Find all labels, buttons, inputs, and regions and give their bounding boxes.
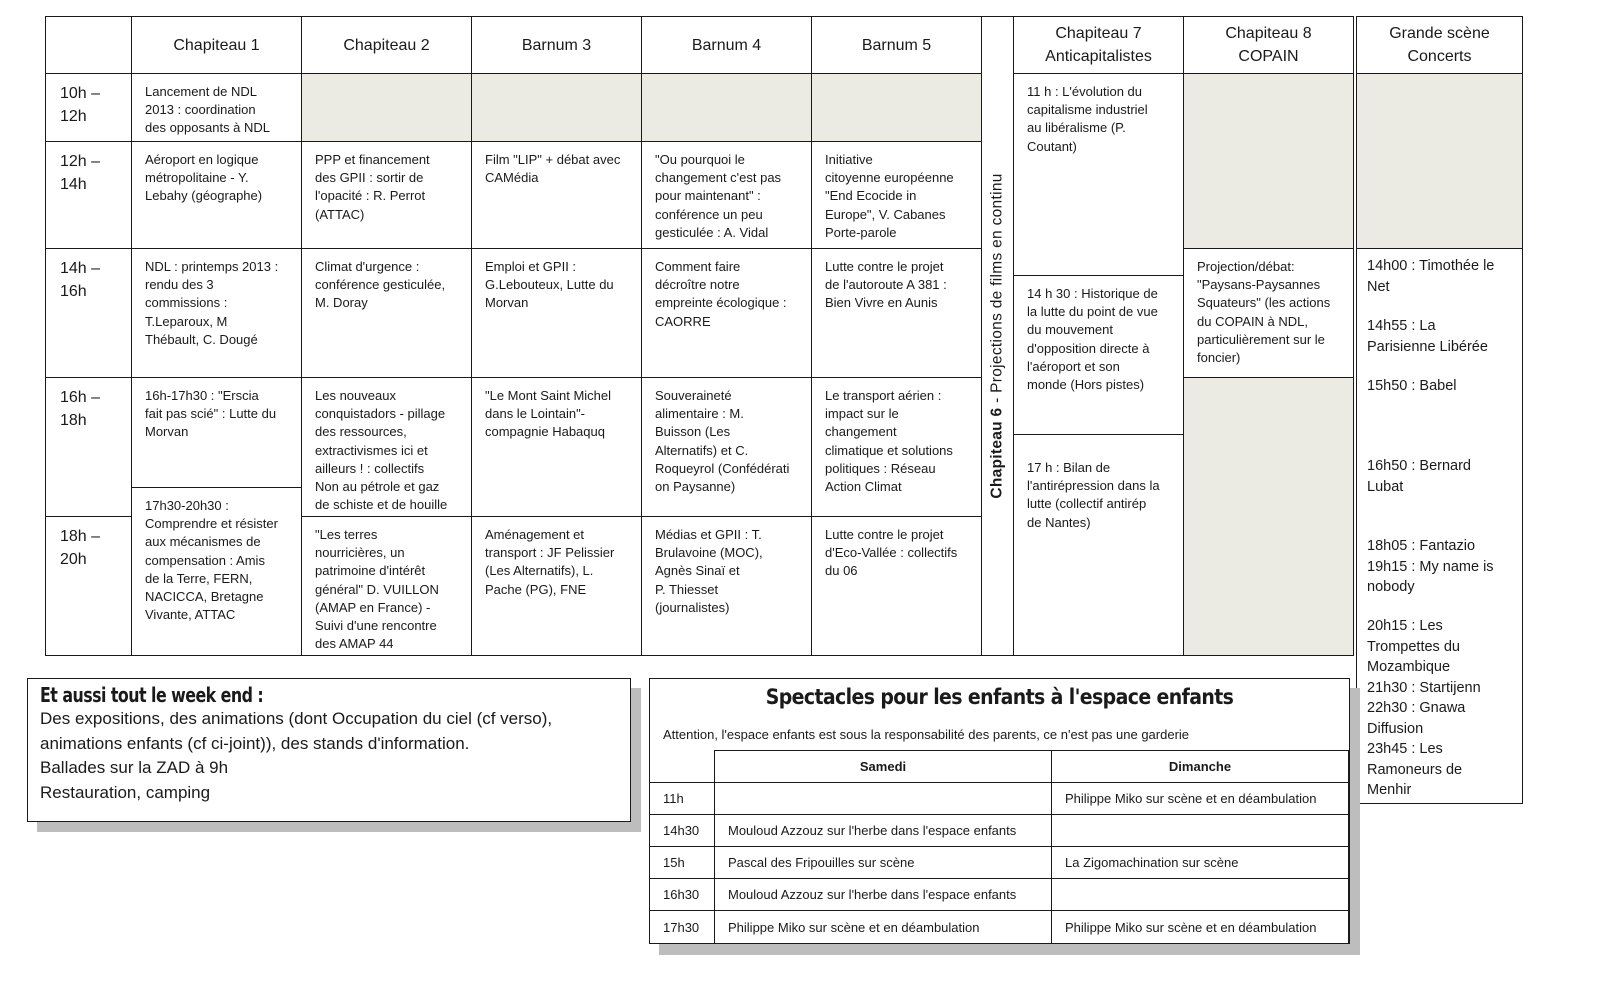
session-cell: Comment faire décroître notre empreinte écologique : CAORRE <box>641 248 812 378</box>
kids-samedi-cell: Pascal des Fripouilles sur scène <box>714 846 1052 879</box>
kids-header-samedi: Samedi <box>714 750 1052 783</box>
session-cell: Film "LIP" + débat avec CAMédia <box>471 141 642 249</box>
weekend-line: Des expositions, des animations (dont Occupation du ciel (cf verso), <box>40 709 553 728</box>
concert-item: 14h00 : Timothée le Net <box>1367 258 1495 295</box>
kids-time: 15h <box>649 846 715 879</box>
header-grande-scene: Grande scène Concerts <box>1356 16 1523 74</box>
session-cell: Lancement de NDL 2013 : coordination des opposants à NDL <box>131 73 302 142</box>
session-cell: Projection/débat: "Paysans-Paysannes Squateurs" (les actions du COPAIN à NDL, particulièrement sur le foncier) <box>1183 248 1354 378</box>
empty-cell <box>1356 73 1523 249</box>
time-slot: 14h – 16h <box>45 248 132 378</box>
session-cell: Emploi et GPII : G.Lebouteux, Lutte du Morvan <box>471 248 642 378</box>
empty-cell <box>1183 377 1354 656</box>
chapiteau-6-label <box>981 16 1014 656</box>
header-chapiteau-2: Chapiteau 2 <box>301 16 472 74</box>
concert-item: 14h55 : La Parisienne Libérée <box>1367 318 1488 355</box>
kids-title: Spectacles pour les enfants à l'espace enfants <box>765 685 1234 709</box>
empty-cell <box>641 73 812 142</box>
concert-item: 16h50 : Bernard Lubat <box>1367 458 1471 495</box>
session-cell: Médias et GPII : T. Brulavoine (MOC), Agnès Sinaï et P. Thiesset (journalistes) <box>641 516 812 656</box>
header-barnum-4: Barnum 4 <box>641 16 812 74</box>
kids-samedi-cell: Mouloud Azzouz sur l'herbe dans l'espace enfants <box>714 878 1052 911</box>
chapiteau-6-subtitle: - Projections de films en continu <box>988 173 1006 408</box>
concert-item: 18h05 : Fantazio 19h15 : My name is nobody <box>1367 538 1494 595</box>
kids-samedi-cell: Philippe Miko sur scène et en déambulation <box>714 910 1052 944</box>
weekend-line: Ballades sur la ZAD à 9h <box>40 758 229 777</box>
kids-time: 14h30 <box>649 814 715 847</box>
concert-item: 20h15 : Les Trompettes du Mozambique 21h30 : Startijenn 22h30 : Gnawa Diffusion 23h45 : Les Ramoneurs de Menhir <box>1367 618 1481 798</box>
kids-samedi-cell <box>714 782 1052 815</box>
session-cell: Les nouveaux conquistadors - pillage des ressources, extractivismes ici et ailleurs ! : collectifs Non au pétrole et gaz de schiste et de houille <box>301 377 472 517</box>
session-cell: NDL : printemps 2013 : rendu des 3 commissions : T.Leparoux, M Thébault, C. Dougé <box>131 248 302 378</box>
session-cell: 17h30-20h30 : Comprendre et résister aux mécanismes de compensation : Amis de la Terre, FERN, NACICCA, Bretagne Vivante, ATTAC <box>131 487 302 656</box>
time-slot: 16h – 18h <box>45 377 132 517</box>
kids-dimanche-cell <box>1051 814 1349 847</box>
kids-dimanche-cell: La Zigomachination sur scène <box>1051 846 1349 879</box>
weekend-title: Et aussi tout le week end : <box>40 683 264 707</box>
concert-item: 15h50 : Babel <box>1367 378 1457 394</box>
kids-dimanche-cell <box>1051 878 1349 911</box>
session-cell: Lutte contre le projet de l'autoroute A 381 : Bien Vivre en Aunis <box>811 248 982 378</box>
kids-time: 17h30 <box>649 910 715 944</box>
session-cell: Aménagement et transport : JF Pelissier (Les Alternatifs), L. Pache (PG), FNE <box>471 516 642 656</box>
session-cell: Climat d'urgence : conférence gesticulée, M. Doray <box>301 248 472 378</box>
header-barnum-3: Barnum 3 <box>471 16 642 74</box>
empty-cell <box>471 73 642 142</box>
time-slot: 18h – 20h <box>45 516 132 656</box>
kids-dimanche-cell: Philippe Miko sur scène et en déambulation <box>1051 782 1349 815</box>
session-cell: Le transport aérien : impact sur le changement climatique et solutions politiques : Réseau Action Climat <box>811 377 982 517</box>
time-slot: 12h – 14h <box>45 141 132 249</box>
time-slot: 10h – 12h <box>45 73 132 142</box>
kids-dimanche-cell: Philippe Miko sur scène et en déambulation <box>1051 910 1349 944</box>
chapiteau-6-title: Chapiteau 6 <box>988 407 1006 499</box>
session-cell: "Les terres nourricières, un patrimoine d'intérêt général" D. VUILLON (AMAP en France) - Suivi d'une rencontre des AMAP 44 <box>301 516 472 656</box>
weekend-line: animations enfants (cf ci-joint)), des stands d'information. <box>40 733 470 753</box>
header-chapiteau-1: Chapiteau 1 <box>131 16 302 74</box>
kids-note: Attention, l'espace enfants est sous la responsabilité des parents, ce n'est pas une garderie <box>663 727 1190 742</box>
kids-time: 16h30 <box>649 878 715 911</box>
header-barnum-5: Barnum 5 <box>811 16 982 74</box>
empty-cell <box>811 73 982 142</box>
weekend-info-box <box>27 678 631 822</box>
session-cell: Lutte contre le projet d'Eco-Vallée : collectifs du 06 <box>811 516 982 656</box>
kids-header-dimanche: Dimanche <box>1051 750 1349 783</box>
corner-cell <box>45 16 132 74</box>
kids-samedi-cell: Mouloud Azzouz sur l'herbe dans l'espace enfants <box>714 814 1052 847</box>
empty-cell <box>1183 73 1354 249</box>
session-cell: PPP et financement des GPII : sortir de l'opacité : R. Perrot (ATTAC) <box>301 141 472 249</box>
session-cell: Souveraineté alimentaire : M. Buisson (Les Alternatifs) et C. Roqueyrol (Confédérati on Paysanne) <box>641 377 812 517</box>
weekend-line: Restauration, camping <box>40 782 211 802</box>
session-cell: 11 h : L'évolution du capitalisme industriel au libéralisme (P. Coutant) <box>1013 73 1184 276</box>
header-chapiteau-8: Chapiteau 8 COPAIN <box>1183 16 1354 74</box>
concerts-list <box>1367 256 1517 801</box>
kids-time: 11h <box>649 782 715 815</box>
session-cell: "Ou pourquoi le changement c'est pas pour maintenant" : conférence un peu gesticulée : A. Vidal <box>641 141 812 249</box>
session-cell: 17 h : Bilan de l'antirépression dans la lutte (collectif antirép de Nantes) <box>1013 434 1184 656</box>
session-cell: 16h-17h30 : "Erscia fait pas scié" : Lutte du Morvan <box>131 377 302 488</box>
session-cell: "Le Mont Saint Michel dans le Lointain"- compagnie Habaquq <box>471 377 642 517</box>
header-chapiteau-7: Chapiteau 7 Anticapitalistes <box>1013 16 1184 74</box>
empty-cell <box>301 73 472 142</box>
kids-header-empty <box>649 750 715 783</box>
session-cell: 14 h 30 : Historique de la lutte du point de vue du mouvement d'opposition directe à l'aéroport et son monde (Hors pistes) <box>1013 275 1184 435</box>
session-cell: Initiative citoyenne européenne "End Ecocide in Europe", V. Cabanes Porte-parole <box>811 141 982 249</box>
session-cell: Aéroport en logique métropolitaine - Y. Lebahy (géographe) <box>131 141 302 249</box>
